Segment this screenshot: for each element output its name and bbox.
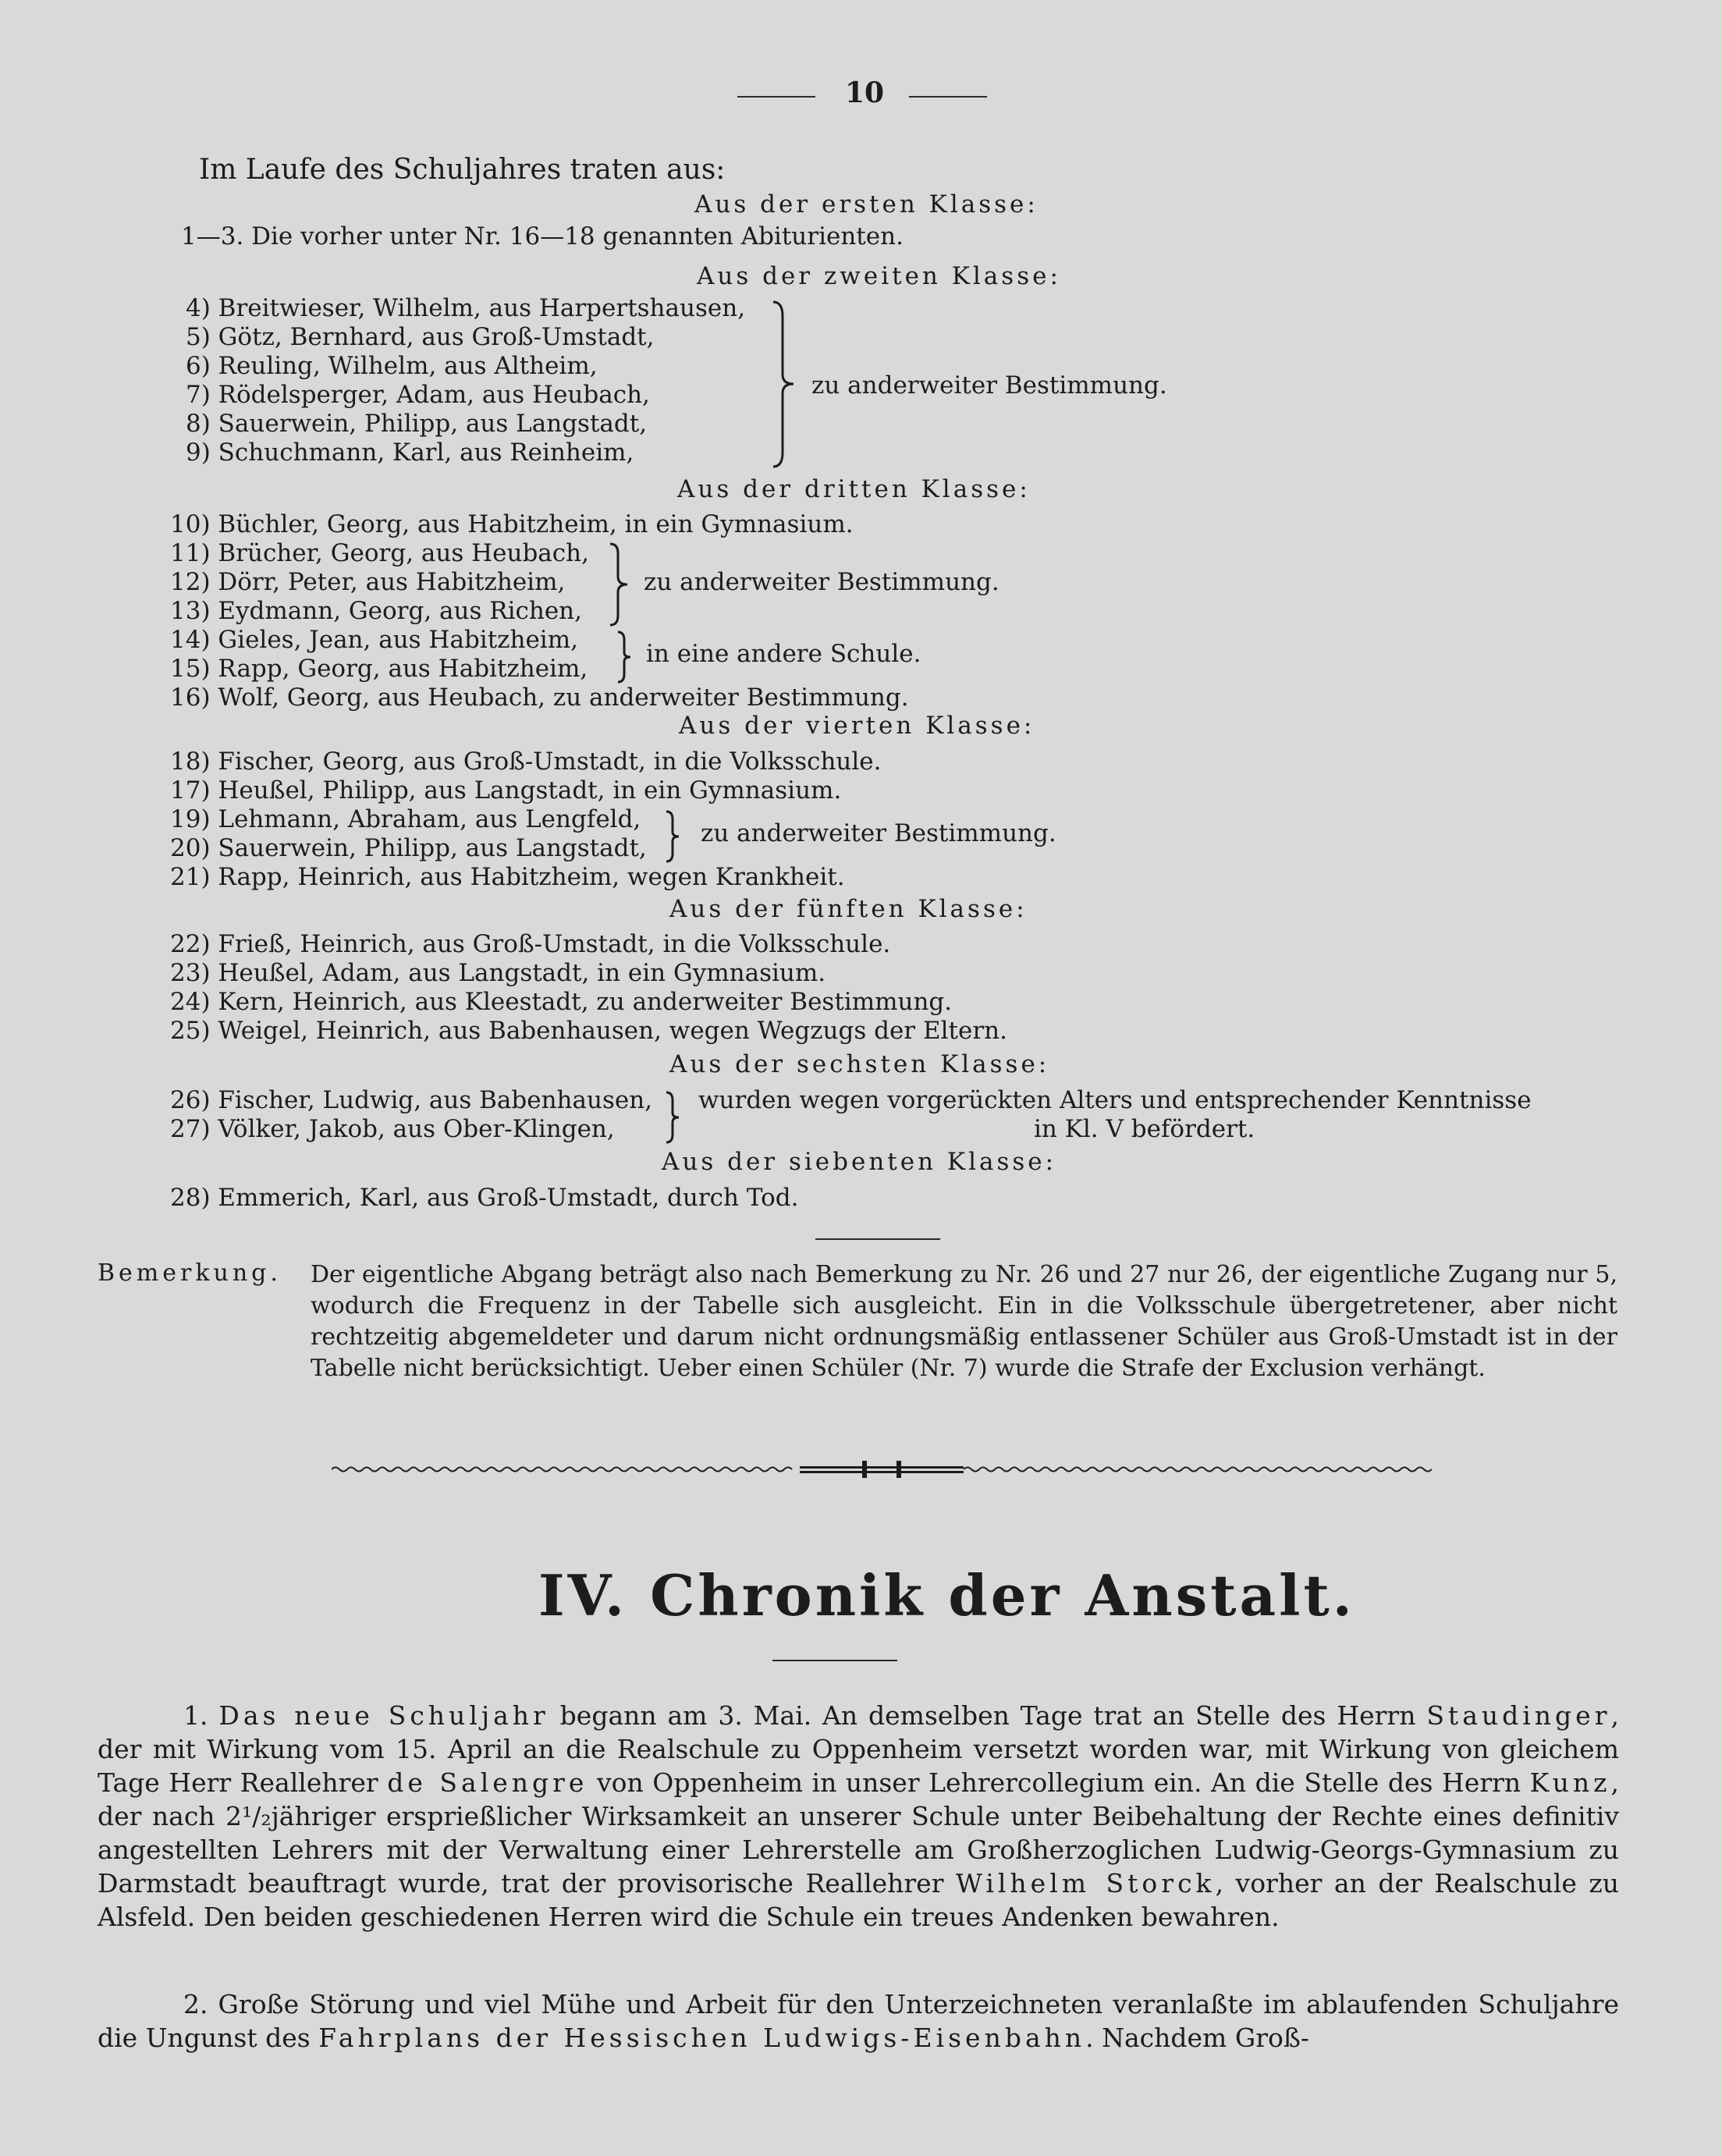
page-number-rule-right [909, 96, 987, 98]
p2-part-a: 2. Große Störung und viel Mühe und Arbeit für den Unterzeichneten veranlaßte im ablaufenden Schuljahre die Ungunst des [98, 1989, 1619, 2053]
class2-header: Aus der zweiten Klasse: [697, 262, 1061, 290]
class3-header: Aus der dritten Klasse: [677, 475, 1031, 503]
class3-item-11: 11) Brücher, Georg, aus Heubach, [170, 539, 589, 567]
class3-note-a: zu anderweiter Bestimmung. [644, 568, 999, 596]
chronicle-paragraph-1 [98, 1699, 1619, 1934]
class4-item-19: 19) Lehmann, Abraham, aus Lengfeld, [170, 805, 641, 833]
class2-item-8: 8) Sauerwein, Philipp, aus Langstadt, [186, 410, 648, 438]
class2-item-4: 4) Breitwieser, Wilhelm, aus Harpertshausen, [186, 294, 746, 322]
class2-item-7: 7) Rödelsperger, Adam, aus Heubach, [186, 381, 650, 409]
class6-note-line1: wurden wegen vorgerückten Alters und entsprechender Kenntnisse [698, 1086, 1532, 1114]
p1-part-c: begann am 3. Mai. An demselben Tage trat an Stelle des Herrn [549, 1700, 1427, 1731]
p1-emph-salengre: de Salengre [387, 1767, 588, 1798]
class2-item-6: 6) Reuling, Wilhelm, aus Altheim, [186, 352, 598, 380]
class2-item-5: 5) Götz, Bernhard, aus Groß-Umstadt, [186, 323, 655, 351]
p2-part-c: . Nachdem Groß- [1085, 2023, 1310, 2053]
class5-header: Aus der fünften Klasse: [669, 895, 1028, 923]
class5-item-22: 22) Frieß, Heinrich, aus Groß-Umstadt, in die Volksschule. [170, 930, 891, 958]
class5-item-23: 23) Heußel, Adam, aus Langstadt, in ein Gymnasium. [170, 959, 826, 987]
p1-emph-staudinger: Staudinger [1426, 1700, 1611, 1731]
p1-part-i: , der nach 2¹/₂jähriger ersprießlicher Wirksamkeit an unserer Schule unter Beibehaltung der Rechte eines definitiv angestellten Lehrers mit der Verwaltung einer Lehrerstelle am Großherzoglichen Ludwig-Georgs-Gymnasium zu Darmstadt beauftragt wurde, trat der provisorische Reallehrer [98, 1767, 1619, 1898]
page-number: 10 [845, 76, 885, 109]
class3-item-12: 12) Dörr, Peter, aus Habitzheim, [170, 568, 566, 596]
class6-item-26: 26) Fischer, Ludwig, aus Babenhausen, [170, 1086, 653, 1114]
class4-item-17: 17) Heußel, Philipp, aus Langstadt, in ein Gymnasium. [170, 776, 842, 805]
class3-item-14: 14) Gieles, Jean, aus Habitzheim, [170, 626, 578, 654]
class3-brace-b [615, 630, 634, 684]
class5-item-24: 24) Kern, Heinrich, aus Kleestadt, zu anderweiter Bestimmung. [170, 988, 953, 1016]
remark-text: Der eigentliche Abgang beträgt also nach Bemerkung zu Nr. 26 und 27 nur 26, der eigentliche Zugang nur 5, wodurch die Frequenz in der Tabelle sich ausgleicht. Ein in die Volksschule übergetretener, aber nicht rechtzeitig abgemeldeter und darum nicht ordnungsmäßig entlassener Schüler aus Groß-Umstadt ist in der Tabelle nicht berücksichtigt. Ueber einen Schüler (Nr. 7) wurde die Strafe der Exclusion verhängt. [311, 1261, 1617, 1382]
p1-part-g: von Oppenheim in unser Lehrercollegium ein. An die Stelle des Herrn [588, 1767, 1530, 1798]
class3-item-10: 10) Büchler, Georg, aus Habitzheim, in ein Gymnasium. [170, 510, 854, 538]
p1-emph-kunz: Kunz [1529, 1767, 1611, 1798]
class3-item-16: 16) Wolf, Georg, aus Heubach, zu anderweiter Bestimmung. [170, 684, 909, 712]
p1-part-k: , vorher an der Realschule zu Alsfeld. Den beiden geschiedenen Herren wird die Schule ein treues Andenken bewahren. [98, 1868, 1620, 1932]
p1-part-e: , der mit Wirkung vom 15. April an die Realschule zu Oppenheim versetzt worden war, mit Wirkung von gleichem Tage Herr Reallehrer [98, 1700, 1619, 1798]
page-number-rule-left [737, 96, 815, 98]
class3-item-13: 13) Eydmann, Georg, aus Richen, [170, 597, 582, 625]
p1-part-a: 1. [183, 1700, 219, 1731]
chronicle-paragraph-2 [98, 1987, 1619, 2055]
class2-item-9: 9) Schuchmann, Karl, aus Reinheim, [186, 439, 634, 467]
title-underline [772, 1660, 897, 1661]
ornamental-divider [332, 1458, 1432, 1481]
class7-header: Aus der siebenten Klasse: [662, 1148, 1057, 1176]
class4-note: zu anderweiter Bestimmung. [701, 819, 1056, 847]
class3-note-b: in eine andere Schule. [646, 640, 921, 668]
intro-line: Im Laufe des Schuljahres traten aus: [199, 154, 726, 186]
class6-header: Aus der sechsten Klasse: [669, 1050, 1050, 1078]
class7-item-28: 28) Emmerich, Karl, aus Groß-Umstadt, durch Tod. [170, 1184, 799, 1212]
class4-item-18: 18) Fischer, Georg, aus Groß-Umstadt, in die Volksschule. [170, 748, 882, 776]
class1-line: 1—3. Die vorher unter Nr. 16—18 genannten Abiturienten. [181, 222, 904, 250]
class3-brace-a [607, 542, 634, 627]
class2-note: zu anderweiter Bestimmung. [811, 371, 1167, 400]
p1-emph-schuljahr: Das neue Schuljahr [218, 1700, 549, 1731]
p2-emph-fahrplan: Fahrplans der Hessischen Ludwigs-Eisenbahn [318, 2023, 1086, 2053]
class3-item-15: 15) Rapp, Georg, aus Habitzheim, [170, 655, 588, 683]
class2-brace [769, 300, 800, 468]
section-divider [815, 1238, 940, 1240]
class4-header: Aus der vierten Klasse: [679, 712, 1035, 740]
chapter-title: IV. Chronik der Anstalt. [538, 1562, 1355, 1629]
p1-emph-storck: Wilhelm Storck [955, 1868, 1216, 1898]
class4-item-20: 20) Sauerwein, Philipp, aus Langstadt, [170, 834, 647, 862]
class6-note-line2: in Kl. V befördert. [1034, 1115, 1255, 1143]
class1-header: Aus der ersten Klasse: [694, 190, 1039, 218]
class6-item-27: 27) Völker, Jakob, aus Ober-Klingen, [170, 1115, 615, 1143]
class4-item-21: 21) Rapp, Heinrich, aus Habitzheim, wegen Krankheit. [170, 863, 845, 891]
remark-label: Bemerkung. [98, 1259, 282, 1287]
class4-brace [663, 810, 682, 863]
class5-item-25: 25) Weigel, Heinrich, aus Babenhausen, wegen Wegzugs der Eltern. [170, 1017, 1007, 1045]
class6-brace [663, 1091, 682, 1144]
